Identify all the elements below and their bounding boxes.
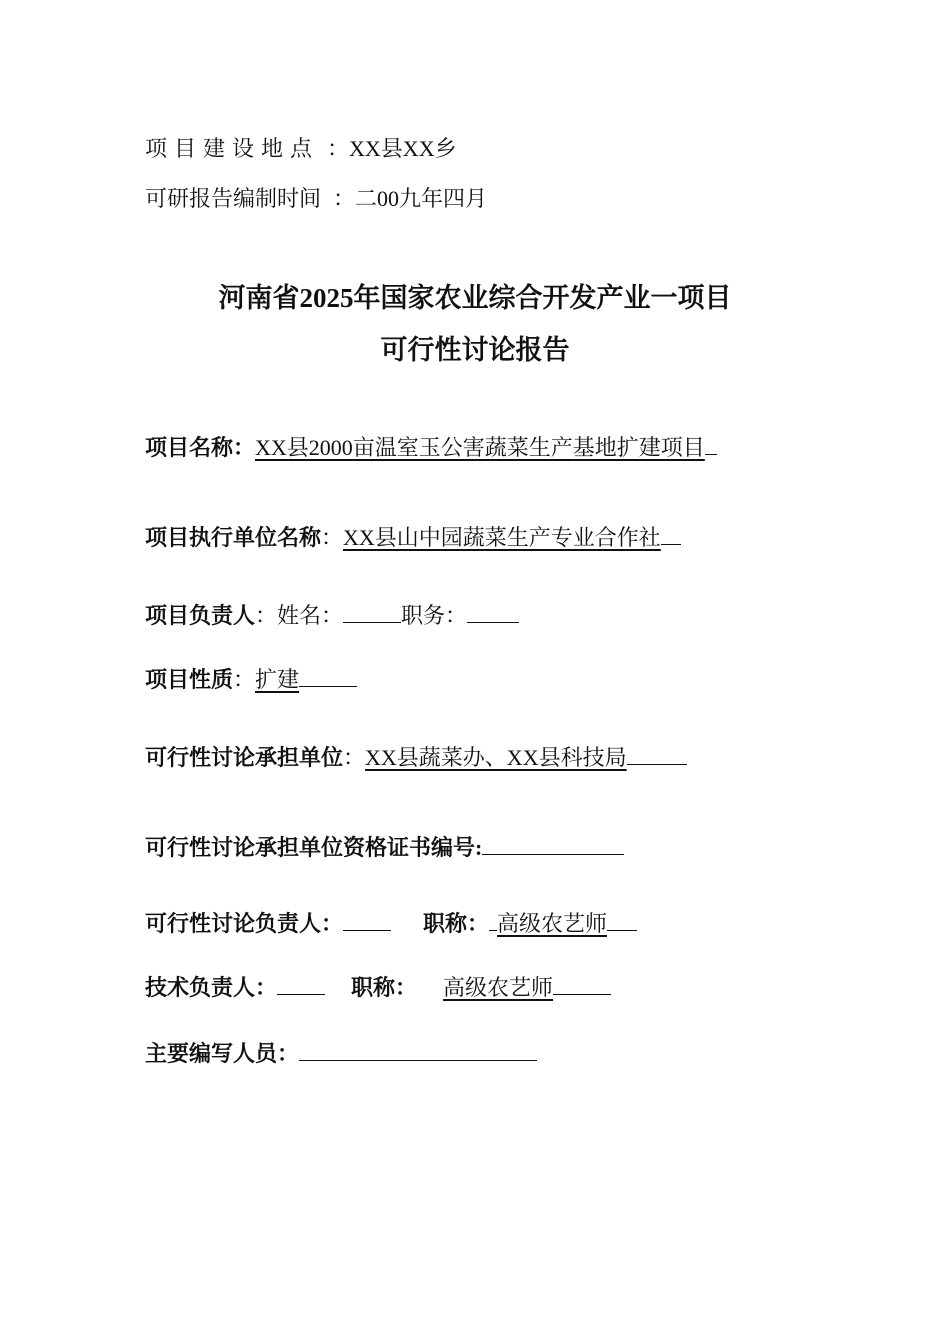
cert-row (145, 832, 624, 863)
leader-post-blank (467, 600, 519, 623)
study-leader-row (145, 908, 637, 939)
leader-post-label: 职务： (401, 603, 468, 628)
tech-leader-row (145, 972, 611, 1003)
date-separator: ： (333, 186, 356, 211)
tech-leader-blank (277, 972, 325, 995)
leader-label: 项目负责人 (145, 603, 256, 628)
tech-leader-title-value: 高级农艺师 (443, 975, 554, 1000)
undertaker-row (145, 742, 687, 773)
exec-unit-underline (661, 522, 681, 545)
location-value: XX县XX乡 (349, 136, 457, 161)
nature-row (145, 664, 357, 695)
leader-name-label: 姓名： (277, 603, 344, 628)
location-separator: ： (327, 136, 350, 161)
project-name-row (145, 432, 717, 463)
project-name-value: XX县2000亩温室玉公害蔬菜生产基地扩建项目 (255, 435, 705, 460)
study-leader-title-underline (607, 908, 637, 931)
report-title-line2: 可行性讨论报告 (380, 335, 570, 365)
undertaker-label: 可行性讨论承担单位 (145, 745, 344, 770)
nature-value: 扩建 (255, 667, 300, 692)
report-title-line1: 河南省2025年国家农业综合开发产业一项目 (218, 283, 732, 313)
tech-leader-title-label: 职称： (351, 975, 418, 1000)
cert-label: 可行性讨论承担单位资格证书编号: (145, 835, 483, 860)
undertaker-separator: ： (343, 745, 366, 770)
writers-blank (299, 1038, 537, 1061)
date-line (145, 184, 487, 214)
tech-leader-label: 技术负责人： (145, 975, 278, 1000)
cert-blank (482, 832, 624, 855)
undertaker-value: XX县蔬菜办、XX县科技局 (365, 745, 627, 770)
project-name-underline (705, 432, 717, 455)
undertaker-underline (627, 742, 687, 765)
location-line (145, 134, 457, 164)
nature-separator: ： (233, 667, 256, 692)
location-label: 项目建设地点 (145, 136, 320, 161)
tech-leader-title-underline (553, 972, 611, 995)
leader-name-blank (343, 600, 401, 623)
project-name-label: 项目名称： (145, 435, 256, 460)
writers-label: 主要编写人员： (145, 1041, 300, 1066)
exec-unit-row (145, 522, 681, 553)
study-leader-title-value: 高级农艺师 (497, 911, 608, 936)
study-leader-blank (343, 908, 391, 931)
leader-separator: ： (255, 603, 278, 628)
nature-label: 项目性质 (145, 667, 234, 692)
date-label: 可研报告编制时间 (145, 186, 322, 211)
exec-unit-separator: ： (321, 525, 344, 550)
nature-underline (299, 664, 357, 687)
leader-row (145, 600, 519, 631)
exec-unit-label: 项目执行单位名称 (145, 525, 322, 550)
study-leader-title-underline-lead (489, 908, 497, 931)
writers-row (145, 1038, 537, 1069)
exec-unit-value: XX县山中园蔬菜生产专业合作社 (343, 525, 661, 550)
study-leader-title-label: 职称： (423, 911, 490, 936)
study-leader-label: 可行性讨论负责人： (145, 911, 344, 936)
date-value: 二00九年四月 (355, 186, 488, 211)
